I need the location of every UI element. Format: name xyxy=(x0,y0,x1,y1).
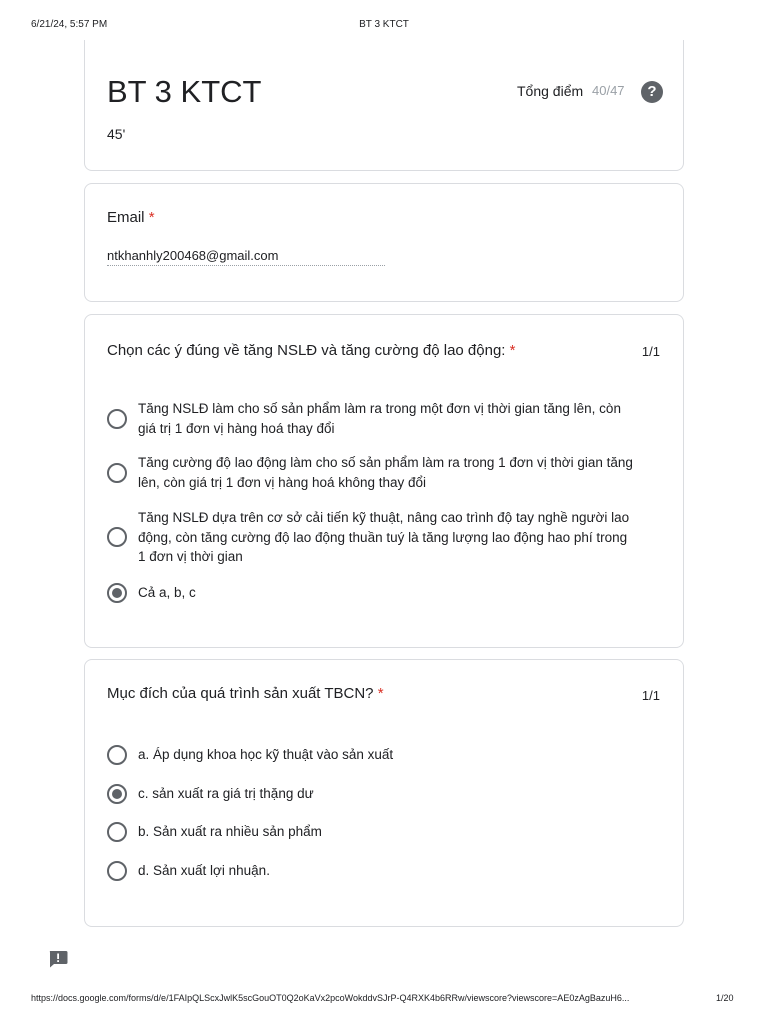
radio-checked-icon[interactable] xyxy=(107,583,127,603)
help-icon[interactable]: ? xyxy=(641,81,663,103)
option-label: c. sản xuất ra giá trị thặng dư xyxy=(138,786,314,802)
radio-unchecked-icon[interactable] xyxy=(107,527,127,547)
question-score: 1/1 xyxy=(641,344,660,359)
print-datetime: 6/21/24, 5:57 PM xyxy=(31,19,108,30)
radio-unchecked-icon[interactable] xyxy=(107,745,127,765)
question-text: Chọn các ý đúng về tăng NSLĐ và tăng cường độ lao động: xyxy=(107,342,506,359)
option-label: Tăng NSLĐ dựa trên cơ sở cải tiến kỹ thuật, nâng cao trình độ tay nghề người lao động, còn tăng cường độ lao động thuần tuý là tăng lượng lao động hao phí trong 1 đơn vị thời gian xyxy=(138,510,630,564)
form-title: BT 3 KTCT xyxy=(107,74,262,109)
answer-option-selected[interactable] xyxy=(107,583,637,603)
question-card xyxy=(84,314,684,648)
option-label: Cả a, b, c xyxy=(138,585,196,601)
answer-option[interactable] xyxy=(107,861,637,881)
email-label xyxy=(107,209,155,226)
question-card xyxy=(84,659,684,927)
radio-unchecked-icon[interactable] xyxy=(107,822,127,842)
radio-checked-icon[interactable] xyxy=(107,784,127,804)
print-title: BT 3 KTCT xyxy=(359,19,409,30)
form-header-card xyxy=(84,40,684,171)
question-title xyxy=(107,342,607,359)
required-marker: * xyxy=(377,685,384,702)
required-marker: * xyxy=(148,209,155,226)
radio-unchecked-icon[interactable] xyxy=(107,861,127,881)
form-description: 45' xyxy=(107,126,126,142)
email-value: ntkhanhly200468@gmail.com xyxy=(107,248,385,266)
option-label: d. Sản xuất lợi nhuận. xyxy=(138,863,270,879)
question-score: 1/1 xyxy=(641,688,660,703)
answer-option[interactable] xyxy=(107,822,637,842)
radio-unchecked-icon[interactable] xyxy=(107,463,127,483)
report-problem-icon[interactable] xyxy=(48,950,68,968)
option-label: b. Sản xuất ra nhiều sản phẩm xyxy=(138,824,322,840)
required-marker: * xyxy=(509,342,516,359)
question-title xyxy=(107,685,607,702)
option-label: Tăng cường độ lao động làm cho số sản phẩm làm ra trong 1 đơn vị thời gian tăng lên, còn giá trị 1 đơn vị hàng hoá không thay đổi xyxy=(138,455,633,490)
email-label-text: Email xyxy=(107,209,145,226)
page-number: 1/20 xyxy=(716,993,734,1003)
answer-option[interactable] xyxy=(107,453,637,492)
answer-option[interactable] xyxy=(107,508,637,567)
page-url: https://docs.google.com/forms/d/e/1FAIpQLScxJwlK5scGouOT0Q2oKaVx2pcoWokddvSJrP-Q4RXK4b6RRw/viewscore?viewscore=AE0zAgBazuH6... xyxy=(31,993,630,1003)
question-text: Mục đích của quá trình sản xuất TBCN? xyxy=(107,685,374,702)
answer-option-selected[interactable] xyxy=(107,784,637,804)
option-label: Tăng NSLĐ làm cho số sản phẩm làm ra trong một đơn vị thời gian tăng lên, còn giá trị 1 đơn vị hàng hoá thay đổi xyxy=(138,401,621,436)
email-card xyxy=(84,183,684,302)
total-score-value: 40/47 xyxy=(592,83,625,98)
option-label: a. Áp dụng khoa học kỹ thuật vào sản xuất xyxy=(138,747,394,763)
radio-unchecked-icon[interactable] xyxy=(107,409,127,429)
answer-option[interactable] xyxy=(107,399,637,438)
answer-option[interactable] xyxy=(107,745,637,765)
total-score-label: Tổng điểm xyxy=(517,83,584,99)
